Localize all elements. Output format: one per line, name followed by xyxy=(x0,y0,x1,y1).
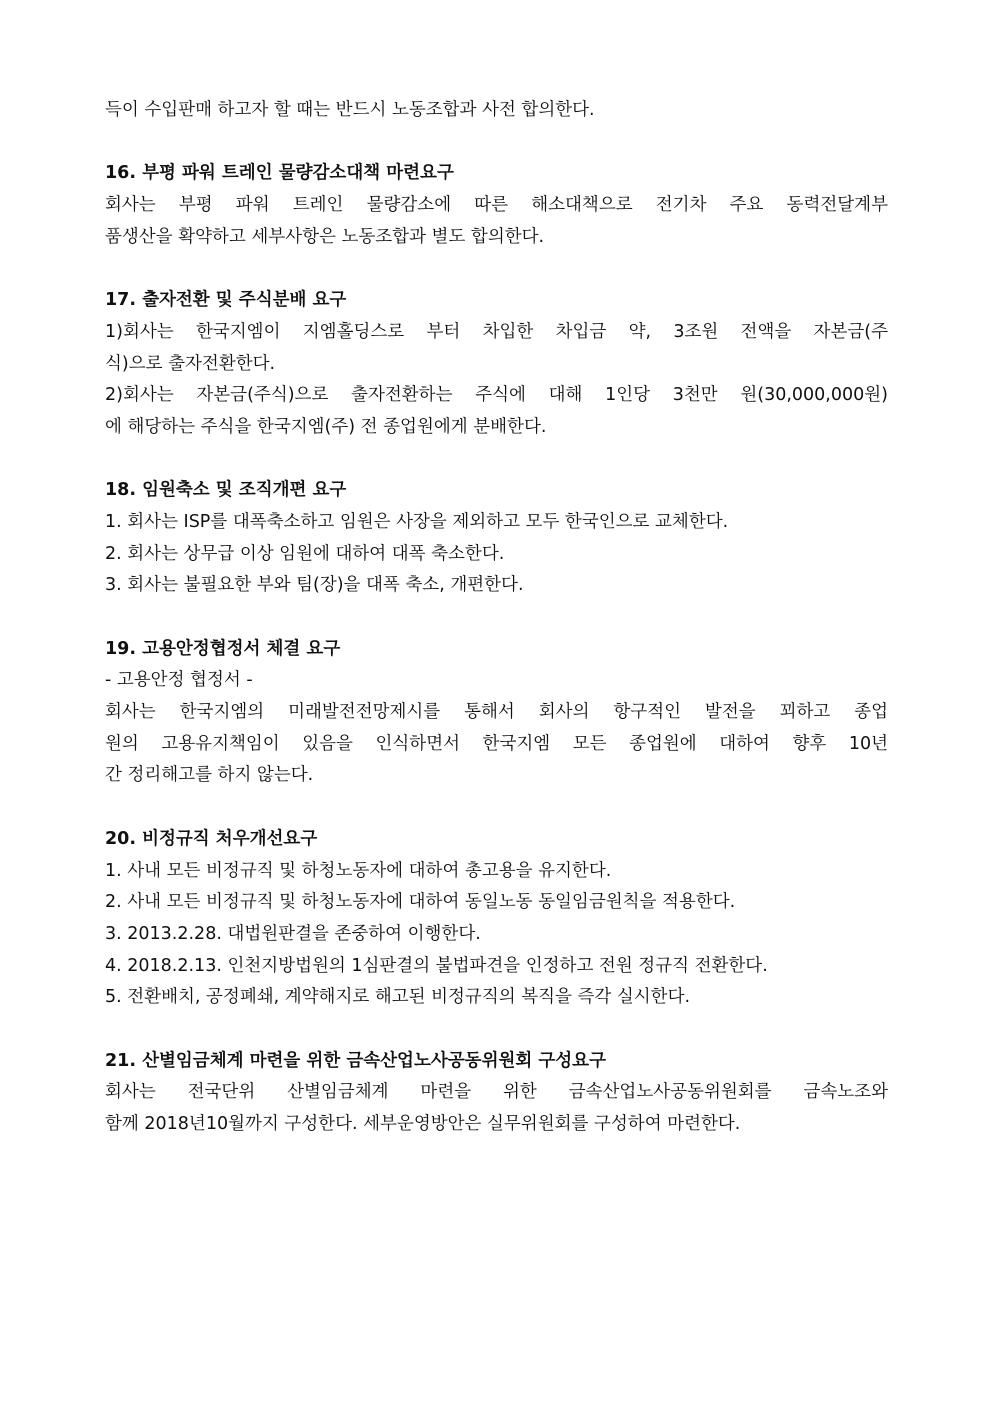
section-17 xyxy=(105,285,888,443)
spacer xyxy=(105,792,888,824)
list-item: 2. 사내 모든 비정규직 및 하청노동자에 대하여 동일노동 동일임금원칙을 적용한다. xyxy=(105,892,736,913)
list-item: 4. 2018.2.13. 인천지방법원의 1심판결의 불법파견을 인정하고 전원 정규직 전환한다. xyxy=(105,955,768,976)
list-item: 2. 회사는 상무급 이상 임원에 대하여 대폭 축소한다. xyxy=(105,543,505,564)
paragraph-line: 품생산을 확약하고 세부사항은 노동조합과 별도 합의한다. xyxy=(105,226,545,247)
section-19 xyxy=(105,634,888,792)
intro-line: 득이 수입판매 하고자 할 때는 반드시 노동조합과 사전 합의한다. xyxy=(105,100,595,120)
paragraph-line: 2)회사는 자본금(주식)으로 출자전환하는 주식에 대해 1인당 3천만 원(30,000,000원) xyxy=(105,385,888,406)
paragraph-line: 원의 고용유지책임이 있음을 인식하면서 한국지엠 모든 종업원에 대하여 향후 10년 xyxy=(105,733,888,754)
section-heading: 16. 부평 파워 트레인 물량감소대책 마련요구 xyxy=(105,163,454,184)
paragraph-line: 1)회사는 한국지엠이 지엠홀딩스로 부터 차입한 차입금 약, 3조원 전액을 자본금(주 xyxy=(105,321,888,342)
spacer xyxy=(105,602,888,634)
list-item: 3. 회사는 불필요한 부와 팀(장)을 대폭 축소, 개편한다. xyxy=(105,575,524,596)
section-heading: 20. 비정규직 처우개선요구 xyxy=(105,828,318,849)
paragraph-line: 에 해당하는 주식을 한국지엠(주) 전 종업원에게 분배한다. xyxy=(105,416,547,437)
paragraph-line: 함께 2018년10월까지 구성한다. 세부운영방안은 실무위원회를 구성하여 마련한다. xyxy=(105,1114,741,1134)
section-21 xyxy=(105,1046,888,1141)
document-page xyxy=(105,95,888,1141)
list-item: 3. 2013.2.28. 대법원판결을 존중하여 이행한다. xyxy=(105,923,481,944)
paragraph-line: 회사는 한국지엠의 미래발전전망제시를 통해서 회사의 항구적인 발전을 꾀하고 종업 xyxy=(105,702,888,723)
spacer xyxy=(105,1014,888,1046)
list-item: 1. 회사는 ISP를 대폭축소하고 임원은 사장을 제외하고 모두 한국인으로 교체한다. xyxy=(105,511,729,532)
section-16 xyxy=(105,158,888,253)
list-item: 5. 전환배치, 공정폐쇄, 계약해지로 해고된 비정규직의 복직을 즉각 실시한다. xyxy=(105,987,691,1008)
section-heading: 21. 산별임금체계 마련을 위한 금속산업노사공동위원회 구성요구 xyxy=(105,1050,606,1071)
section-20 xyxy=(105,824,888,1014)
section-heading: 18. 임원축소 및 조직개편 요구 xyxy=(105,480,347,501)
paragraph-line: 회사는 전국단위 산별임금체계 마련을 위한 금속산업노사공동위원회를 금속노조와 xyxy=(105,1082,888,1103)
spacer xyxy=(105,444,888,476)
paragraph-line: 식)으로 출자전환한다. xyxy=(105,353,276,374)
spacer xyxy=(105,253,888,285)
paragraph-line: 회사는 부평 파워 트레인 물량감소에 따른 해소대책으로 전기차 주요 동력전달계부 xyxy=(105,195,888,216)
section-heading: 19. 고용안정협정서 체결 요구 xyxy=(105,638,341,659)
paragraph-line: 간 정리해고를 하지 않는다. xyxy=(105,765,314,786)
section-heading: 17. 출자전환 및 주식분배 요구 xyxy=(105,290,347,311)
section-18 xyxy=(105,475,888,602)
subheading-line: - 고용안정 협정서 - xyxy=(105,670,253,691)
spacer xyxy=(105,127,888,159)
list-item: 1. 사내 모든 비정규직 및 하청노동자에 대하여 총고용을 유지한다. xyxy=(105,860,612,881)
